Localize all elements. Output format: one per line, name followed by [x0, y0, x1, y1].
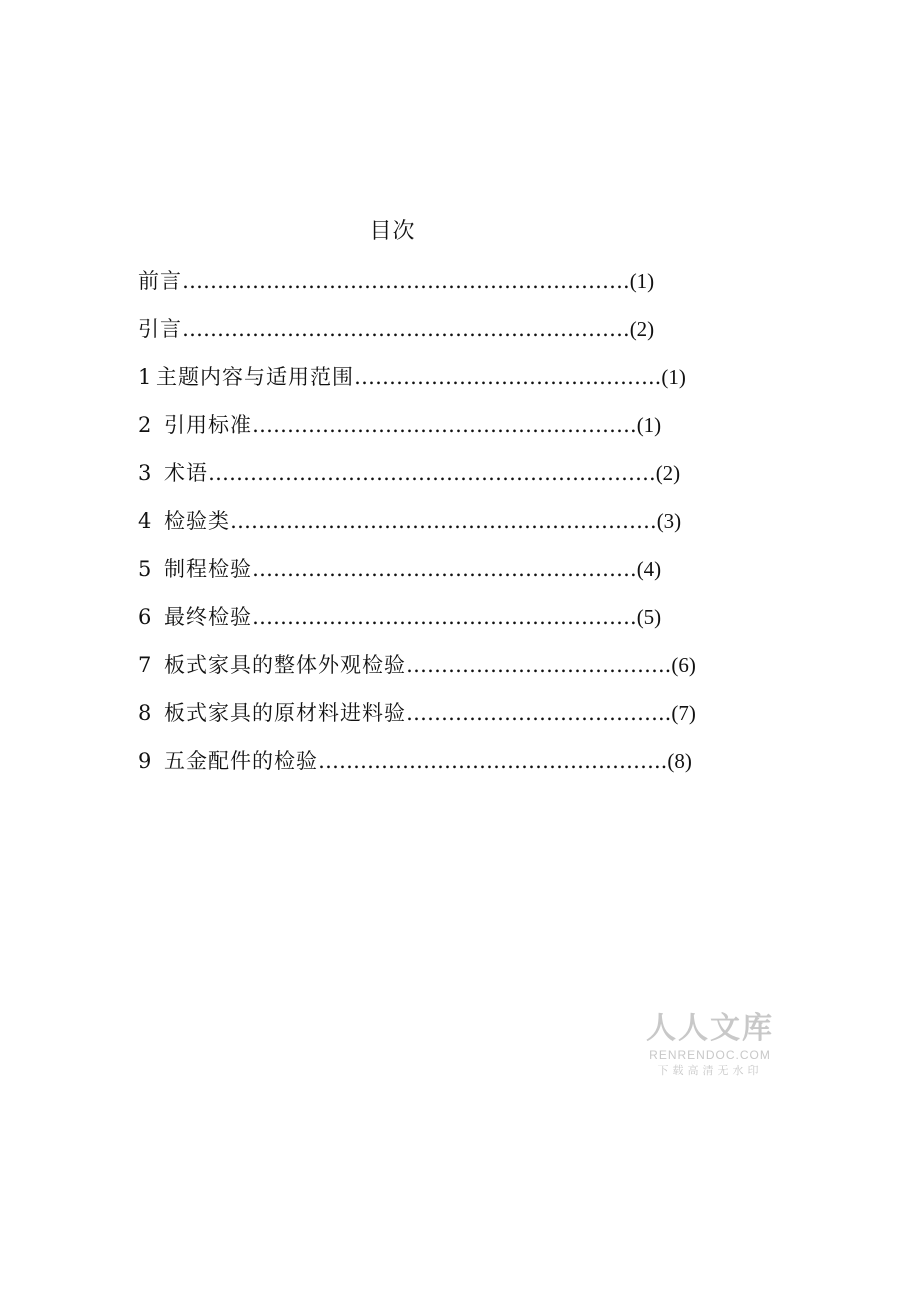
- toc-entry-title: 前言: [138, 269, 182, 293]
- toc-entry-leader: ……………………………………..: [354, 365, 662, 389]
- toc-entry-number: 8: [138, 701, 152, 725]
- toc-entry: [138, 360, 778, 408]
- toc-entry-page: (5): [636, 605, 662, 629]
- watermark-brand: 人人文库: [646, 1012, 774, 1045]
- toc-entry-title: 术语: [164, 461, 208, 485]
- toc-entry-leader: ……………………………………………….: [252, 413, 637, 437]
- toc-entry: [138, 600, 778, 648]
- toc-entry-number: 4: [138, 509, 152, 533]
- toc-list: [138, 264, 778, 792]
- toc-entry-number: 1: [138, 365, 152, 389]
- toc-entry-page: (2): [655, 461, 681, 485]
- toc-entry-page: (1): [636, 413, 662, 437]
- toc-entry-leader: ………………………………..: [406, 701, 672, 725]
- toc-entry-page: (4): [636, 557, 662, 581]
- toc-entry: [138, 696, 778, 744]
- toc-entry-title: 板式家具的原材料进料验: [164, 701, 406, 725]
- toc-entry-number: 5: [138, 557, 152, 581]
- toc-entry-page: (1): [661, 365, 686, 389]
- toc-entry: [138, 744, 778, 792]
- watermark-domain: RENRENDOC.COM: [649, 1048, 771, 1062]
- toc-entry: [138, 552, 778, 600]
- toc-entry-leader: ………………………………..: [406, 653, 672, 677]
- toc-title: 目次: [369, 219, 416, 244]
- toc-entry-page: (1): [629, 269, 655, 293]
- toc-entry-page: (6): [671, 653, 696, 677]
- toc-entry-title: 制程检验: [164, 557, 252, 581]
- toc-entry-number: 7: [138, 653, 152, 677]
- toc-entry: [138, 456, 778, 504]
- toc-entry-title: 板式家具的整体外观检验: [164, 653, 406, 677]
- toc-entry-title: 检验类: [164, 509, 230, 533]
- toc-entry-page: (3): [656, 509, 682, 533]
- toc-entry-leader: ……………………………………………….: [252, 557, 637, 581]
- toc-entry-leader: …………………………………………..: [318, 749, 668, 773]
- toc-entry: [138, 504, 778, 552]
- toc-entry-leader: …………………………………………………….: [230, 509, 657, 533]
- toc-entry: [138, 648, 778, 696]
- toc-entry-title: 五金配件的检验: [164, 749, 318, 773]
- watermark-logo: [640, 1012, 780, 1078]
- toc-entry-number: 9: [138, 749, 152, 773]
- toc-entry-leader: ……………………………………………………….: [182, 269, 630, 293]
- toc-entry: [138, 408, 778, 456]
- watermark-slogan: 下载高清无水印: [657, 1065, 763, 1077]
- toc-entry-leader: ……………………………………………………….: [182, 317, 630, 341]
- toc-entry-title: 引用标准: [164, 413, 252, 437]
- toc-entry-number: 3: [138, 461, 152, 485]
- toc-entry: [138, 312, 778, 360]
- toc-entry-title: 引言: [138, 317, 182, 341]
- toc-entry-number: 2: [138, 413, 152, 437]
- toc-entry-number: 6: [138, 605, 152, 629]
- toc-entry-title: 主题内容与适用范围: [156, 365, 354, 389]
- toc-entry-page: (2): [629, 317, 655, 341]
- toc-entry-leader: ……………………………………………….: [252, 605, 637, 629]
- toc-entry-page: (7): [671, 701, 696, 725]
- toc-entry-leader: ……………………………………………………….: [208, 461, 656, 485]
- toc-entry: [138, 264, 778, 312]
- toc-entry-page: (8): [667, 749, 692, 773]
- toc-entry-title: 最终检验: [164, 605, 252, 629]
